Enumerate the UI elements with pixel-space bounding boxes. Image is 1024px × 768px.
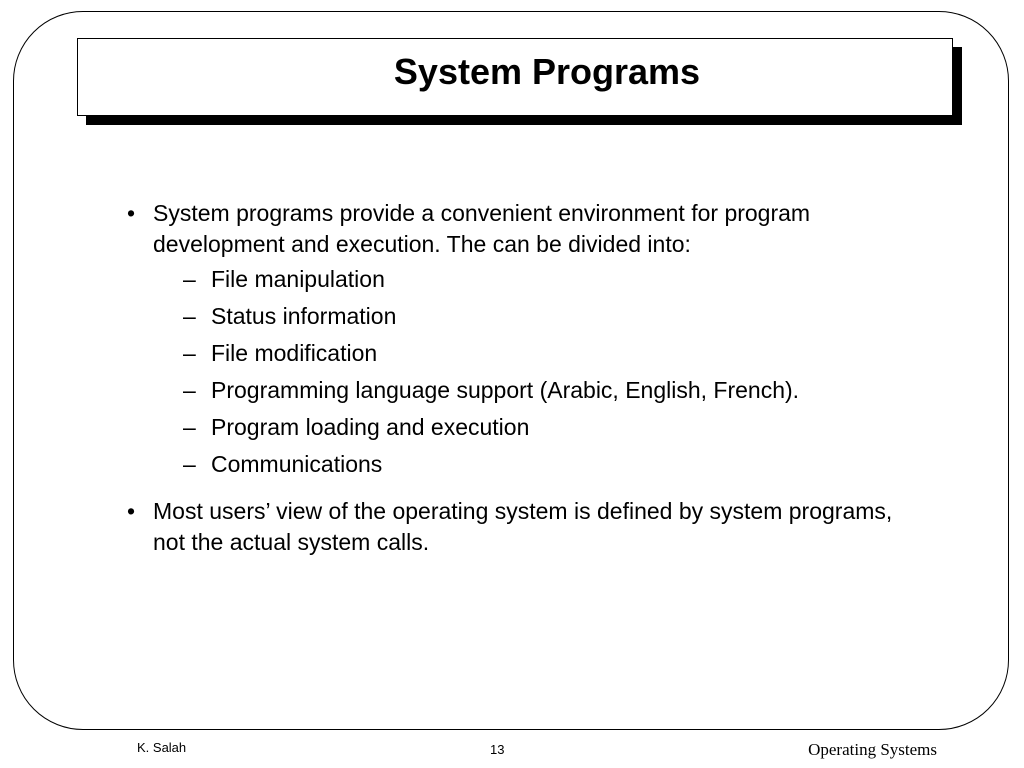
dash-marker: –	[183, 451, 196, 477]
sub-item-text: Status information	[211, 303, 397, 329]
sub-item-text: Program loading and execution	[211, 414, 530, 440]
dash-marker: –	[183, 266, 196, 292]
footer-author: K. Salah	[137, 740, 187, 755]
sub-item-text: File manipulation	[211, 266, 385, 292]
footer-page-number: 13	[490, 742, 505, 757]
bullet-marker: •	[127, 200, 136, 226]
bullet-item	[127, 496, 927, 558]
bullet-text: Most users’ view of the operating system is defined by system programs, not the actual system calls.	[153, 498, 893, 555]
sub-item-text: Programming language support (Arabic, English, French).	[211, 377, 800, 403]
bullet-item	[127, 198, 927, 260]
dash-marker: –	[183, 340, 196, 366]
sub-item	[183, 301, 927, 338]
dash-marker: –	[183, 303, 196, 329]
slide-content	[127, 198, 927, 558]
sub-item	[183, 412, 927, 449]
sub-item-text: Communications	[211, 451, 383, 477]
sub-list	[127, 264, 927, 486]
footer-course: Operating Systems	[808, 740, 937, 759]
sub-item	[183, 338, 927, 375]
slide-title: System Programs	[393, 51, 701, 92]
title-box	[77, 38, 953, 116]
bullet-marker: •	[127, 498, 136, 524]
sub-item	[183, 375, 927, 412]
sub-item	[183, 449, 927, 486]
dash-marker: –	[183, 377, 196, 403]
sub-item-text: File modification	[211, 340, 378, 366]
dash-marker: –	[183, 414, 196, 440]
bullet-text: System programs provide a convenient environment for program development and execution. The can be divided into:	[153, 200, 811, 257]
sub-item	[183, 264, 927, 301]
